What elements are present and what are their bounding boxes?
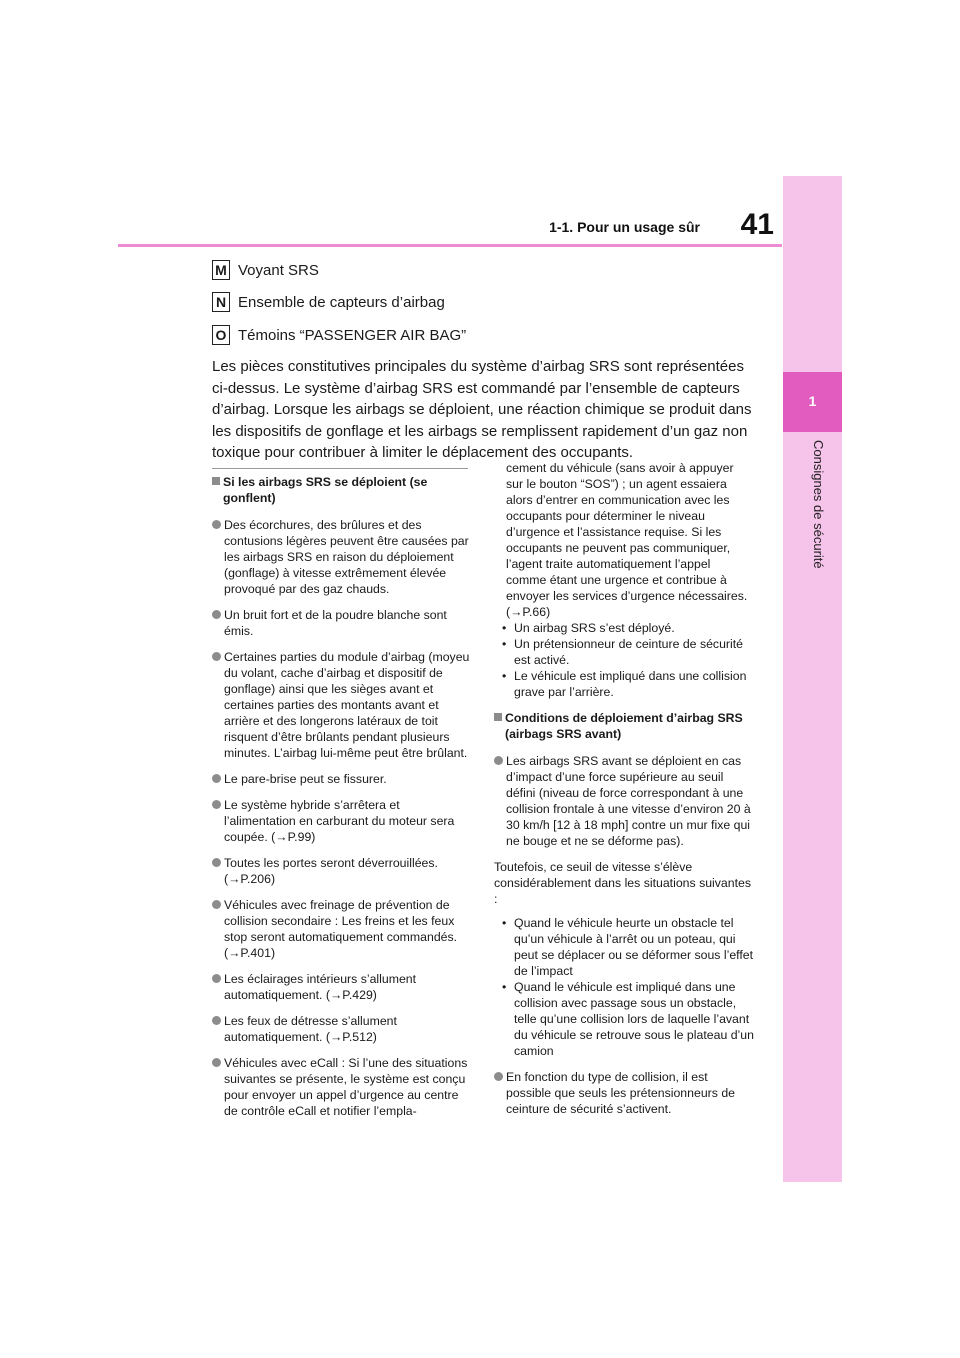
sub-bullet-item: • Quand le véhicule est impliqué dans une collision avec passage sous un obstacle, telle qu’une collision lors de laquelle l’avant du véhicule se retrouve sous le plateau d’un camion <box>494 979 754 1059</box>
section-title: 1-1. Pour un usage sûr <box>549 219 700 235</box>
callout-letter: O <box>212 325 230 345</box>
intro-paragraph: Les pièces constitutives principales du système d’airbag SRS sont représentées ci-dessus. Le système d’airbag SRS est commandé par l’ensemble de capteurs d’airbag. Lorsque les airbags se déploient, une réaction chimique se produit dans les dispositifs de gonflage et les airbags se remplissent rapidement d’un gaz non toxique pour contribuer à limiter le déplacement des occupants. <box>212 358 752 461</box>
side-chapter-number: 1 <box>783 372 842 432</box>
section-heading: Conditions de déploiement d’airbag SRS (airbags SRS avant) <box>494 710 754 742</box>
right-column <box>494 460 754 1127</box>
callout-letter: M <box>212 260 230 280</box>
callout-text: Voyant SRS <box>238 261 319 279</box>
bullet-item: Les feux de détresse s’allument automatiquement. (→P.512) <box>212 1013 472 1045</box>
sub-bullet-item: • Quand le véhicule heurte un obstacle tel qu’un véhicule à l’arrêt ou un poteau, qui peut se déplacer ou se déformer sous l’effet de l’impact <box>494 915 754 979</box>
bullet-item: Le système hybride s’arrêtera et l’alimentation en carburant du moteur sera coupée. (→P.99) <box>212 797 472 845</box>
continued-text: cement du véhicule (sans avoir à appuyer sur le bouton “SOS”) ; un agent essaiera alors d’entrer en communication avec les occupants pour déterminer le niveau d’urgence et l’assistance requise. Si les occupants ne peuvent pas communiquer, l’agent traite automatiquement l’appel comme étant une urgence et contribue à envoyer les services d’urgence nécessaires. (→P.66) <box>506 461 748 619</box>
page-number: 41 <box>740 208 774 241</box>
bullet-item: Les airbags SRS avant se déploient en cas d’impact d’une force supérieure au seuil défini (niveau de force correspondant à une collision frontale à une vitesse d’environ 20 à 30 km/h [12 à 18 mph] contre un mur fixe qui ne bouge et ne se déforme pas). <box>494 753 754 849</box>
callout-n <box>212 291 445 313</box>
header-rule <box>118 244 782 247</box>
sub-bullet-item: • Un prétensionneur de ceinture de sécurité est activé. <box>494 636 754 668</box>
callout-o <box>212 324 466 346</box>
callout-text: Témoins “PASSENGER AIR BAG” <box>238 326 467 344</box>
left-column <box>212 474 472 1129</box>
section-heading: Si les airbags SRS se déploient (se gonflent) <box>212 474 472 506</box>
sub-bullet-item: • Le véhicule est impliqué dans une collision grave par l’arrière. <box>494 668 754 700</box>
bullet-item: Véhicules avec eCall : Si l’une des situations suivantes se présente, le système est conçu pour envoyer un appel d’urgence au centre de contrôle eCall et notifier l’empla- <box>212 1055 472 1119</box>
callout-text: Ensemble de capteurs d’airbag <box>238 293 445 311</box>
bullet-item: Des écorchures, des brûlures et des contusions légères peuvent être causées par les airbags SRS en raison du déploiement (gonflage) à vitesse extrêmement élevée provoqué par des gaz chauds. <box>212 517 472 597</box>
bullet-item: Un bruit fort et de la poudre blanche sont émis. <box>212 607 472 639</box>
bullet-item: Le pare-brise peut se fissurer. <box>212 771 472 787</box>
sub-bullet-item: • Un airbag SRS s’est déployé. <box>494 620 754 636</box>
bullet-item: Les éclairages intérieurs s’allument automatiquement. (→P.429) <box>212 971 472 1003</box>
paragraph: Toutefois, ce seuil de vitesse s’élève considérablement dans les situations suivantes : <box>494 860 752 906</box>
bullet-item: Véhicules avec freinage de prévention de collision secondaire : Les freins et les feux stop seront automatiquement commandés. (→P.401) <box>212 897 472 961</box>
callout-m <box>212 259 319 281</box>
side-chapter-label: Consignes de sécurité <box>811 440 826 569</box>
column-rule <box>212 468 468 469</box>
side-tab <box>783 176 842 1182</box>
callout-letter: N <box>212 292 230 312</box>
bullet-item: Certaines parties du module d’airbag (moyeu du volant, cache d’airbag et dispositif de gonflage) ainsi que les sièges avant et certaines parties des montants avant et arrière et des longerons latéraux de toit risquent d’être brûlants pendant plusieurs minutes. L’airbag lui-même peut être brûlant. <box>212 649 472 761</box>
bullet-item: Toutes les portes seront déverrouillées. (→P.206) <box>212 855 472 887</box>
bullet-item: En fonction du type de collision, il est possible que seuls les prétensionneurs de ceinture de sécurité s’activent. <box>494 1069 754 1117</box>
